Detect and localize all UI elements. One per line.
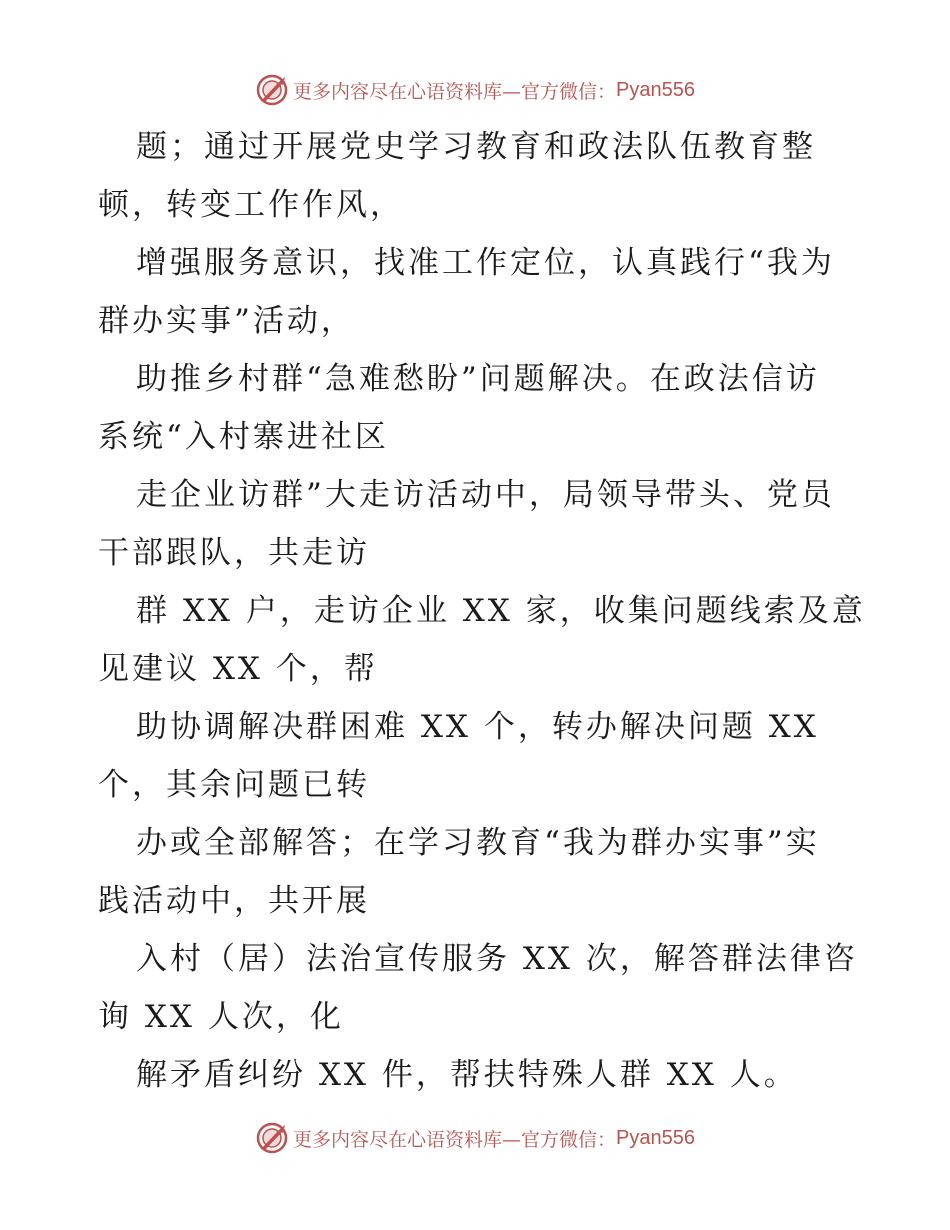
- text-line: 群办实事”活动，: [98, 303, 355, 339]
- watermark-text-en: Pyan556: [616, 1126, 695, 1149]
- text-line: 入村（居）法治宣传服务 XX 次，解答群法律咨: [136, 941, 858, 977]
- text-line: 增强服务意识，找准工作定位，认真践行“我为: [136, 245, 835, 281]
- text-line: 个，其余问题已转: [98, 767, 370, 803]
- text-line: 走企业访群”大走访活动中，局领导带头、党员: [136, 477, 835, 513]
- text-line: 助协调解决群困难 XX 个，转办解决问题 XX: [136, 709, 819, 745]
- text-line: 办或全部解答；在学习教育“我为群办实事”实: [136, 825, 820, 861]
- text-line: 群 XX 户，走访企业 XX 家，收集问题线索及意: [136, 593, 866, 629]
- footer-watermark: [0, 1118, 950, 1158]
- text-line: 顿，转变工作作风，: [98, 187, 404, 223]
- watermark-text-cn: 更多内容尽在心语资料库—官方微信：: [293, 80, 617, 103]
- text-line: 践活动中，共开展: [98, 883, 370, 919]
- quill-logo-icon: [255, 73, 289, 107]
- text-line: 助推乡村群“急难愁盼”问题解决。在政法信访: [136, 361, 820, 397]
- watermark-text-en: Pyan556: [616, 78, 695, 101]
- quill-logo-icon: [255, 1121, 289, 1155]
- text-line: 题；通过开展党史学习教育和政法队伍教育整: [136, 129, 816, 165]
- text-line: 解矛盾纠纷 XX 件，帮扶特殊人群 XX 人。: [136, 1057, 798, 1093]
- header-watermark: [0, 70, 950, 110]
- body-text: [98, 118, 866, 1104]
- text-line: 询 XX 人次，化: [98, 999, 344, 1035]
- watermark-text-cn: 更多内容尽在心语资料库—官方微信：: [293, 1128, 617, 1151]
- text-line: 干部跟队，共走访: [98, 535, 370, 571]
- text-line: 见建议 XX 个，帮: [98, 651, 378, 687]
- text-line: 系统“入村寨进社区: [98, 419, 389, 455]
